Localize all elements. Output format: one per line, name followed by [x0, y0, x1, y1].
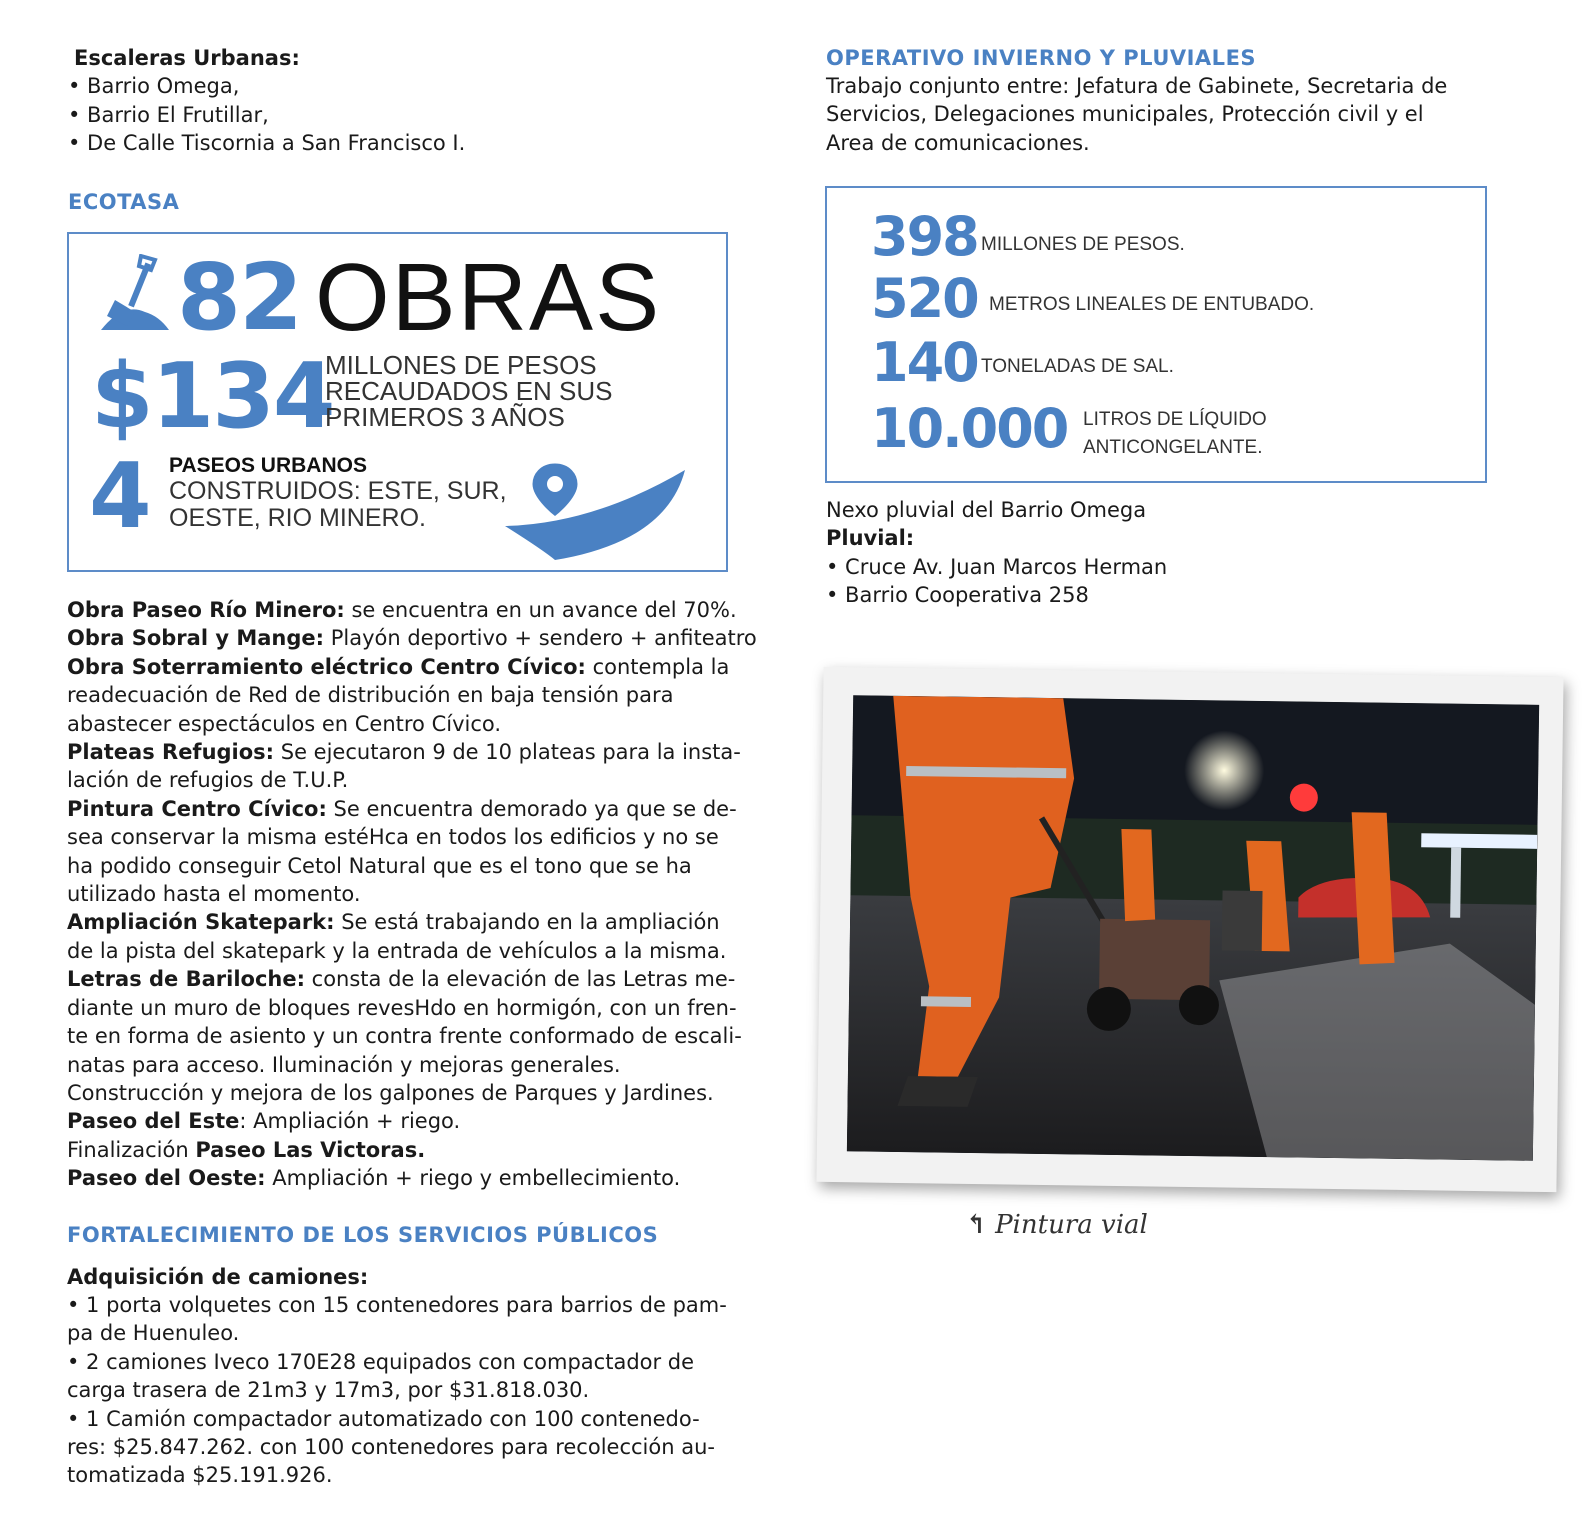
text-line: Area de comunicaciones.	[826, 130, 1090, 155]
list-item: • De Calle Tiscornia a San Francisco I.	[68, 131, 466, 156]
servicio-line: • 1 porta volquetes con 15 contenedores para barrios de pam-	[67, 1292, 727, 1317]
obra-line: diante un muro de bloques revesHdo en hormigón, con un fren-	[67, 995, 737, 1020]
obra-line: readecuación de Red de distribución en baja tensión para	[67, 683, 674, 708]
obra-line: sea conservar la misma estéHca en todos los edificios y no se	[67, 825, 719, 850]
paseos-caption: CONSTRUIDOS: ESTE, SUR, OESTE, RIO MINERO.	[169, 477, 507, 532]
obra-line: Obra Sobral y Mange: Playón deportivo + sendero + anfiteatro	[67, 626, 757, 651]
paseos-title: PASEOS URBANOS	[169, 454, 367, 477]
servicio-line: res: $25.847.262. con 100 contenedores para recolección au-	[67, 1434, 715, 1459]
left-column	[68, 44, 768, 216]
pluvial-title: Pluvial:	[826, 526, 915, 551]
road-work-photo	[847, 695, 1539, 1161]
road-workers-illustration	[847, 695, 1539, 1161]
invierno-stats-box	[825, 186, 1487, 483]
photo-caption	[965, 1210, 1148, 1240]
servicio-line: • 1 Camión compactador automatizado con 100 contenedo-	[67, 1406, 700, 1431]
obra-line: lación de refugios de T.U.P.	[67, 768, 349, 793]
paseos-number: 4	[89, 444, 150, 549]
photo-frame	[816, 667, 1563, 1192]
text-line: Servicios, Delegaciones municipales, Protección civil y el	[826, 102, 1424, 127]
ecotasa-box	[67, 232, 728, 572]
escaleras-title: Escaleras Urbanas:	[74, 46, 300, 70]
obra-line: Paseo del Este: Ampliación + riego.	[67, 1109, 461, 1134]
obra-line: Paseo del Oeste: Ampliación + riego y embellecimiento.	[67, 1166, 681, 1191]
obra-line: natas para acceso. Iluminación y mejoras generales.	[67, 1052, 621, 1077]
obra-line: Pintura Centro Cívico: Se encuentra demorado ya que se de-	[67, 796, 737, 821]
obra-line: Plateas Refugios: Se ejecutaron 9 de 10 plateas para la insta-	[67, 740, 741, 765]
obras-number: 82	[177, 244, 302, 351]
stat-number: 10.000	[871, 397, 1068, 460]
pluvial-section	[826, 496, 1526, 610]
obras-list	[67, 596, 767, 1490]
obra-line: de la pista del skatepark y la entrada de vehículos a la misma.	[67, 938, 727, 963]
servicios-subtitle: Adquisición de camiones:	[67, 1264, 369, 1289]
stat-label: LITROS DE LÍQUIDO ANTICONGELANTE.	[1083, 409, 1267, 458]
stat-number: 520	[871, 267, 978, 330]
obra-line: Finalización Paseo Las Victoras.	[67, 1137, 426, 1162]
pluvial-intro: Nexo pluvial del Barrio Omega	[826, 498, 1147, 522]
obra-line: Ampliación Skatepark: Se está trabajando en la ampliación	[67, 910, 720, 935]
servicio-line: tomatizada $25.191.926.	[67, 1463, 333, 1488]
invierno-heading: OPERATIVO INVIERNO Y PLUVIALES	[826, 46, 1257, 70]
map-pin-icon	[503, 456, 689, 562]
obra-line: Obra Soterramiento eléctrico Centro Cívico: contempla la	[67, 654, 730, 679]
obra-line: Construcción y mejora de los galpones de Parques y Jardines.	[67, 1080, 714, 1105]
obra-line: ha podido conseguir Cetol Natural que es el tono que se ha	[67, 853, 692, 878]
obras-word: OBRAS	[315, 244, 662, 351]
stat-number: 140	[871, 331, 978, 394]
obra-line: utilizado hasta el momento.	[67, 882, 361, 907]
list-item: • Barrio Cooperativa 258	[826, 583, 1089, 608]
text-line: Trabajo conjunto entre: Jefatura de Gabinete, Secretaria de	[826, 74, 1448, 98]
obra-line: abastecer espectáculos en Centro Cívico.	[67, 711, 502, 736]
servicio-line: carga trasera de 21m3 y 17m3, por $31.818.030.	[67, 1378, 590, 1403]
caption-text: Pintura vial	[995, 1210, 1148, 1240]
servicio-line: • 2 camiones Iveco 170E28 equipados con compactador de	[67, 1349, 695, 1374]
list-item: • Barrio Omega,	[68, 74, 240, 99]
obra-line: te en forma de asiento y un contra frente conformado de escali-	[67, 1024, 742, 1049]
stat-number: 398	[871, 205, 978, 268]
servicios-heading: FORTALECIMIENTO DE LOS SERVICIOS PÚBLICOS	[67, 1222, 659, 1247]
stat-label: MILLONES DE PESOS.	[981, 234, 1185, 255]
ecotasa-heading: ECOTASA	[68, 189, 180, 214]
stat-label: METROS LINEALES DE ENTUBADO.	[989, 294, 1315, 315]
obra-line: Obra Paseo Río Minero: se encuentra en un avance del 70%.	[67, 598, 737, 622]
list-item: • Cruce Av. Juan Marcos Herman	[826, 554, 1168, 579]
money-caption: MILLONES DE PESOS RECAUDADOS EN SUS PRIMEROS 3 AÑOS	[325, 350, 613, 432]
obra-line: Letras de Bariloche: consta de la elevación de las Letras me-	[67, 967, 736, 992]
right-column	[826, 44, 1526, 157]
list-item: • Barrio El Frutillar,	[68, 102, 269, 127]
shovel-icon	[93, 254, 173, 334]
curved-arrow-icon: ↰	[965, 1210, 987, 1240]
money-number: $134	[91, 344, 334, 449]
stat-label: TONELADAS DE SAL.	[981, 356, 1174, 377]
servicio-line: pa de Huenuleo.	[67, 1321, 240, 1346]
